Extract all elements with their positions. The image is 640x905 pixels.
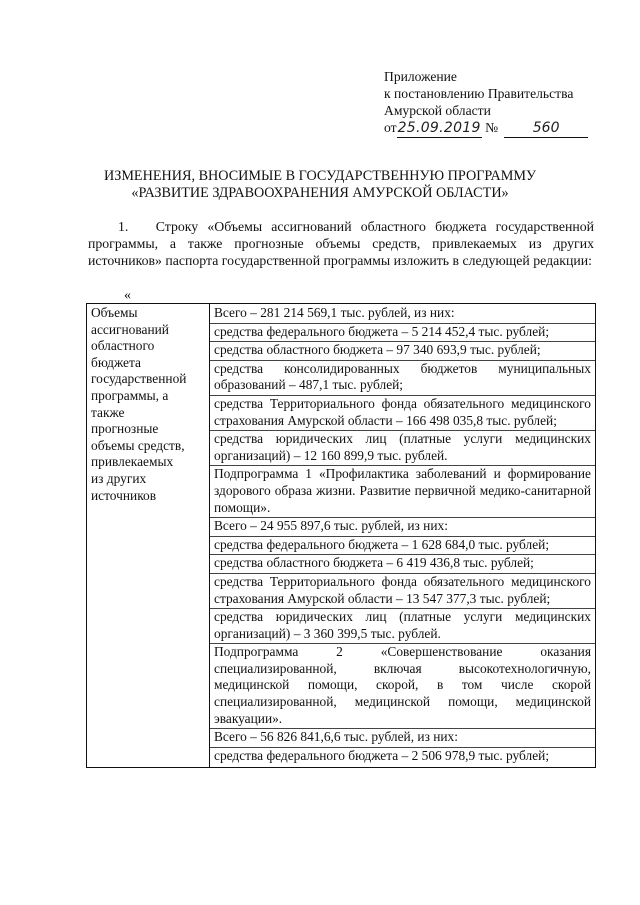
row-label-cell [87, 304, 210, 768]
funding-entry: средства Территориального фонда обязательного медицинского страхования Амурской области – 166 498 035,8 тыс. рублей; [210, 396, 595, 431]
date-number-line [384, 119, 624, 138]
paragraph-text: Строку «Объемы ассигнований областного бюджета государственной программы, а также прогнозные объемы средств, привлекаемых из других источников» паспорта государственной программы изложить в следующей редакции: [88, 219, 594, 268]
funding-entry: Всего – 56 826 841,6,6 тыс. рублей, из них: [210, 729, 595, 748]
opening-quote: « [124, 288, 131, 303]
funding-entry: средства областного бюджета – 6 419 436,8 тыс. рублей; [210, 555, 595, 574]
row-label-line: из других [91, 470, 147, 486]
row-label-line: государственной [91, 371, 187, 387]
row-label-line: ассигнований [91, 321, 169, 337]
row-label-line: источников [91, 487, 157, 503]
row-label-line: привлекаемых [91, 454, 174, 470]
date-prefix: от [384, 120, 397, 135]
resolution-reference: к постановлению Правительства [384, 86, 574, 101]
appendix-header [384, 68, 624, 138]
funding-entry: средства юридических лиц (платные услуги медицинских организаций) – 3 360 399,5 тыс. рублей. [210, 609, 595, 644]
row-label-line: прогнозные [91, 421, 159, 437]
funding-entry: Всего – 24 955 897,6 тыс. рублей, из них: [210, 518, 595, 537]
handwritten-date: 25.09.2019 [397, 120, 481, 136]
subprogram-entry: Подпрограмма 1 «Профилактика заболеваний и формирование здорового образа жизни. Развитие первичной медико-санитарной помощи». [210, 466, 595, 518]
funding-entry: средства федерального бюджета – 5 214 452,4 тыс. рублей; [210, 324, 595, 343]
row-label-line: также [91, 404, 125, 420]
subprogram-entry: Подпрограмма 2 «Совершенствование оказания специализированной, включая высокотехнологичную, медицинской помощи, скорой, в том числе скорой специализированной, медицинской помощи, медицинской эвакуации». [210, 644, 595, 729]
funding-table [86, 303, 596, 768]
number-prefix: № [485, 120, 499, 135]
amendment-paragraph [88, 218, 594, 269]
row-label-line: бюджета [91, 354, 141, 370]
funding-details-cell [210, 304, 596, 768]
row-label-line: областного [91, 338, 155, 354]
table-row [87, 304, 596, 768]
title-line-2: «РАЗВИТИЕ ЗДРАВООХРАНЕНИЯ АМУРСКОЙ ОБЛАСТИ» [131, 185, 509, 201]
funding-entry: средства консолидированных бюджетов муниципальных образований – 487,1 тыс. рублей; [210, 361, 595, 396]
row-label-line: программы, а [91, 387, 169, 403]
funding-entry: средства юридических лиц (платные услуги медицинских организаций) – 12 160 899,9 тыс. рублей. [210, 431, 595, 466]
funding-entry: Всего – 281 214 569,1 тыс. рублей, из них: [210, 305, 595, 324]
appendix-label: Приложение [384, 69, 457, 84]
row-label-line: объемы средств, [91, 437, 185, 453]
row-label-line: Объемы [91, 305, 138, 320]
paragraph-number: 1. [118, 219, 129, 234]
region-name: Амурской области [384, 103, 491, 118]
title-line-1: ИЗМЕНЕНИЯ, ВНОСИМЫЕ В ГОСУДАРСТВЕННУЮ ПРОГРАММУ [103, 168, 537, 184]
handwritten-number: 560 [504, 120, 588, 138]
funding-entry: средства областного бюджета – 97 340 693,9 тыс. рублей; [210, 342, 595, 361]
funding-entry: средства федерального бюджета – 2 506 978,9 тыс. рублей; [214, 747, 550, 763]
funding-entry: средства федерального бюджета – 1 628 684,0 тыс. рублей; [210, 537, 595, 556]
document-title [60, 168, 580, 202]
funding-entry: средства Территориального фонда обязательного медицинского страхования Амурской области – 13 547 377,3 тыс. рублей; [210, 574, 595, 609]
